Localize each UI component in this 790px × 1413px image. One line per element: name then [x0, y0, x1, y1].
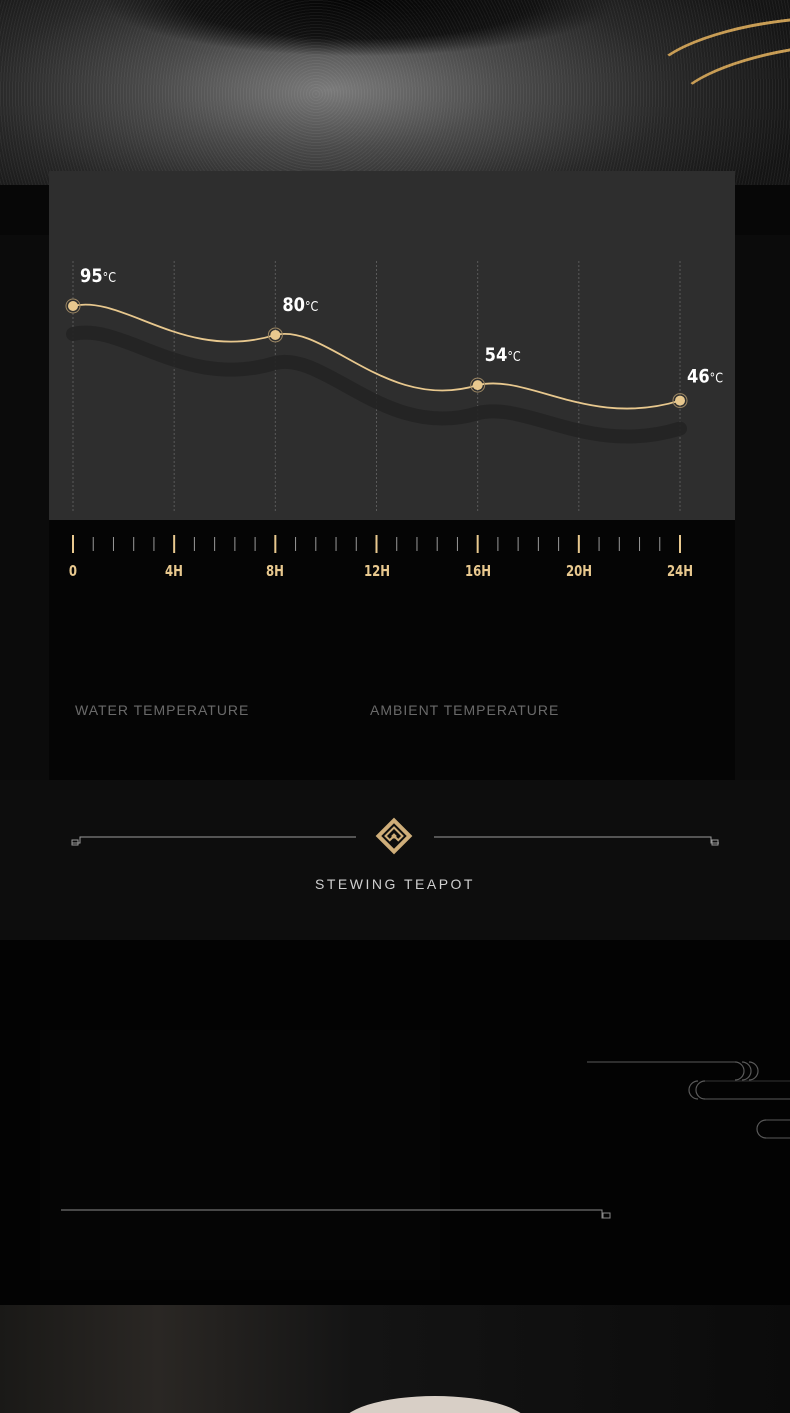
series-shadow: [73, 333, 680, 437]
legend-ambient-temperature: AMBIENT TEMPERATURE: [370, 702, 560, 718]
section-title: STEWING TEAPOT: [315, 876, 475, 892]
x-tick-label-4: 16H: [464, 562, 491, 580]
data-label-2: 54°C: [484, 344, 523, 367]
legend-water-temperature: WATER TEMPERATURE: [75, 702, 250, 718]
gold-handle-decoration: [646, 2, 790, 117]
data-point-2: [473, 380, 483, 390]
cloud-ornament: [0, 1040, 790, 1340]
bottom-photo: [0, 1305, 790, 1413]
divider-ornament: [0, 780, 790, 940]
x-axis-ticks: [49, 520, 735, 560]
plot-area: [49, 171, 735, 520]
data-point-1: [270, 330, 280, 340]
x-tick-label-5: 20H: [565, 562, 592, 580]
data-label-1: 80°C: [282, 293, 321, 316]
x-tick-label-3: 12H: [363, 562, 390, 580]
section-divider: [0, 780, 790, 940]
knot-emblem-icon: [376, 818, 413, 855]
x-axis: [49, 520, 735, 600]
data-label-3: 46°C: [687, 365, 726, 388]
x-tick-label-2: 8H: [266, 562, 285, 580]
data-label-0: 95°C: [80, 265, 119, 287]
x-tick-label-1: 4H: [165, 562, 184, 580]
x-tick-label-6: 24H: [666, 562, 694, 580]
line-chart: [49, 171, 735, 520]
data-point-3: [675, 396, 685, 406]
data-point-0: [68, 301, 78, 311]
gold-handle-decoration-2: [671, 28, 790, 139]
x-tick-label-0: 0: [68, 562, 78, 580]
temperature-chart-panel: [49, 171, 735, 780]
